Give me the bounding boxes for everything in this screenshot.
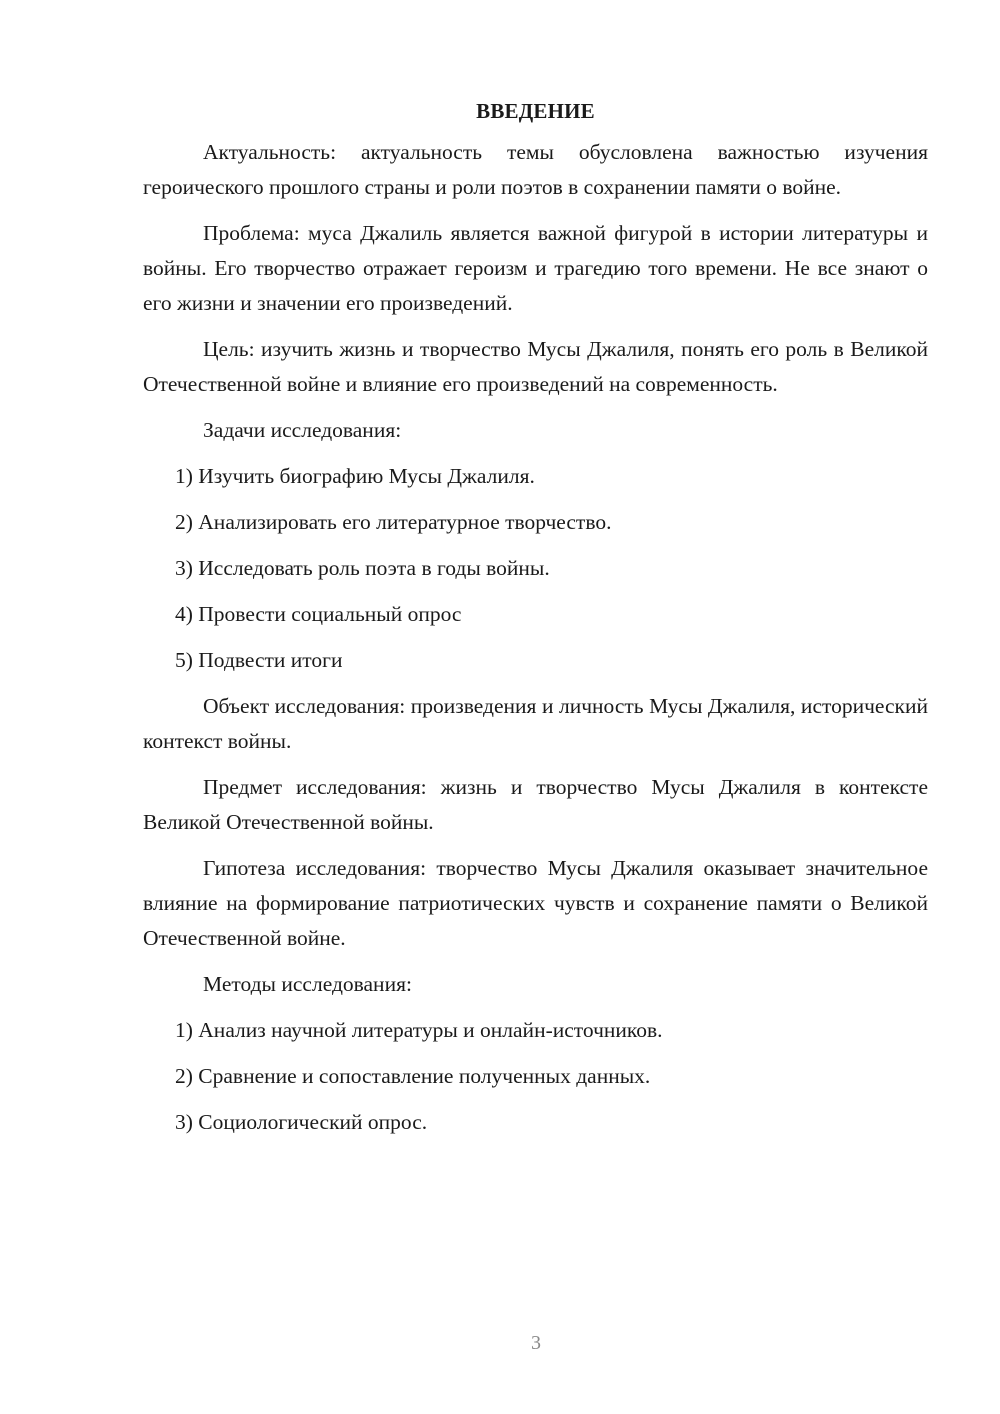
tasks-list — [143, 459, 928, 678]
tasks-heading: Задачи исследования: — [203, 418, 402, 442]
subject-paragraph: Предмет исследования: жизнь и творчество Мусы Джалиля в контексте Великой Отечественной войны. — [143, 775, 928, 834]
goal-paragraph: Цель: изучить жизнь и творчество Мусы Джалиля, понять его роль в Великой Отечественной войне и влияние его произведений на современность. — [143, 337, 928, 396]
task-item: 2) Анализировать его литературное творчество. — [175, 510, 612, 534]
task-item: 4) Провести социальный опрос — [175, 602, 462, 626]
task-item: 1) Изучить биографию Мусы Джалиля. — [175, 464, 535, 488]
problem-paragraph: Проблема: муса Джалиль является важной фигурой в истории литературы и войны. Его творчество отражает героизм и трагедию того времени. Не все знают о его жизни и значении его произведений. — [143, 221, 928, 315]
method-item: 2) Сравнение и сопоставление полученных данных. — [175, 1064, 651, 1088]
methods-heading: Методы исследования: — [203, 972, 412, 996]
task-item: 5) Подвести итоги — [175, 648, 343, 672]
section-title: ВВЕДЕНИЕ — [476, 99, 595, 123]
method-item: 1) Анализ научной литературы и онлайн-источников. — [175, 1018, 663, 1042]
method-item: 3) Социологический опрос. — [175, 1110, 428, 1134]
page-content — [143, 94, 928, 1151]
hypothesis-paragraph: Гипотеза исследования: творчество Мусы Джалиля оказывает значительное влияние на формирование патриотических чувств и сохранение памяти о Великой Отечественной войне. — [143, 856, 928, 950]
methods-list — [143, 1013, 928, 1140]
relevance-paragraph: Актуальность: актуальность темы обусловлена важностью изучения героического прошлого страны и роли поэтов в сохранении памяти о войне. — [143, 140, 928, 199]
task-item: 3) Исследовать роль поэта в годы войны. — [175, 556, 550, 580]
object-paragraph: Объект исследования: произведения и личность Мусы Джалиля, исторический контекст войны. — [143, 694, 928, 753]
page-number: 3 — [531, 1332, 541, 1354]
